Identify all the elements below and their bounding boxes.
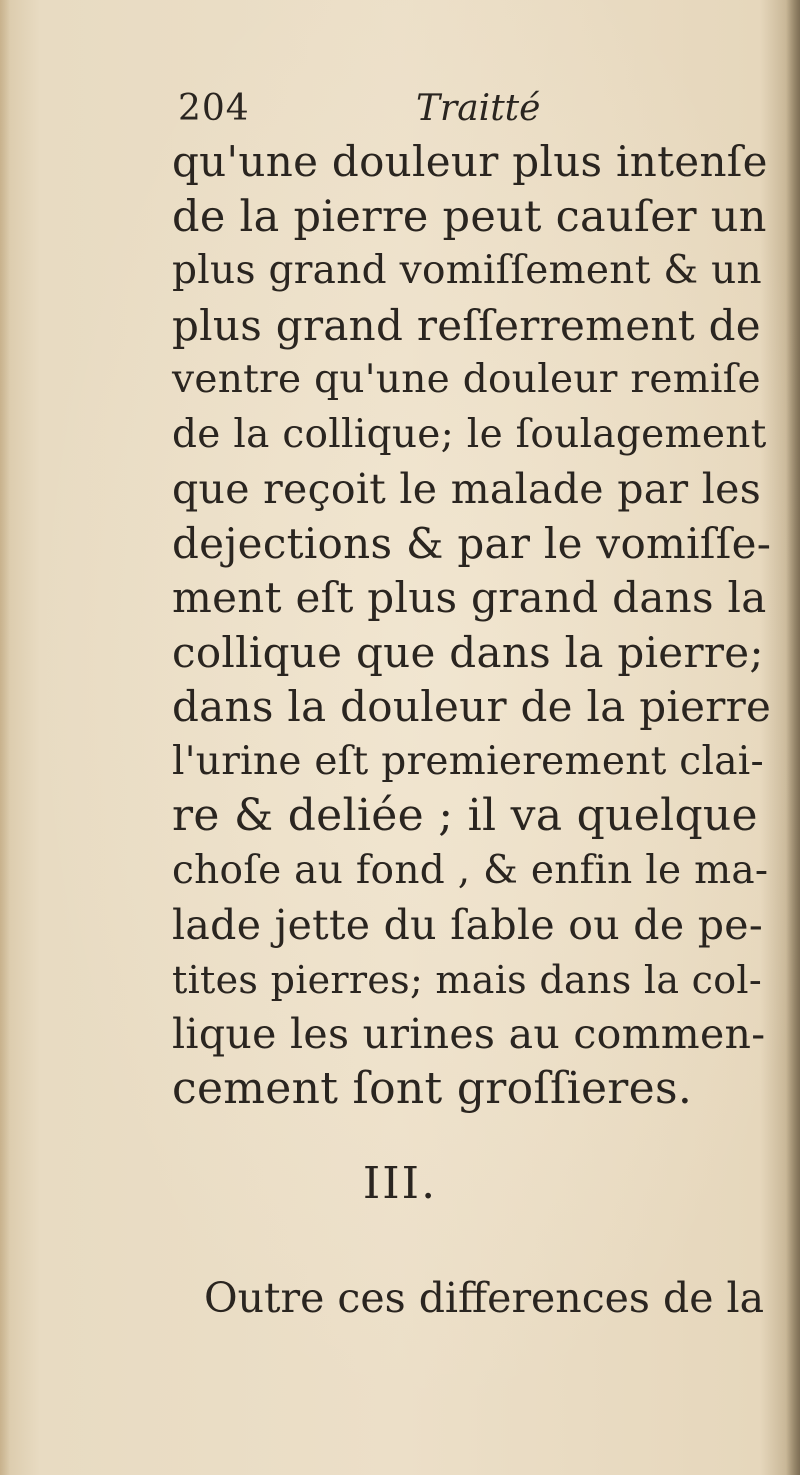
section-numeral: III. [362, 1158, 438, 1209]
text-line: que reçoit le malade par les [172, 465, 762, 513]
text-line: qu'une douleur plus intenſe [172, 137, 768, 186]
text-line: re & deliée ; il va quelque [172, 790, 758, 841]
text-line: lique les urines au commen- [172, 1010, 766, 1058]
text-line: dans la douleur de la pierre [172, 682, 772, 731]
page-number: 204 [178, 88, 250, 129]
running-head: Traitté [416, 88, 541, 129]
page-edge-right [786, 0, 800, 1475]
body-text [172, 135, 772, 1116]
section-first-line: Outre ces differences de la [204, 1274, 765, 1322]
text-line: choſe au fond , & enfin le ma- [172, 847, 769, 893]
text-line: lade jette du ſable ou de pe- [172, 901, 764, 949]
text-line: dejections & par le vomiſſe- [172, 518, 772, 568]
text-line: tites pierres; mais dans la col- [172, 957, 763, 1002]
text-line: cement ſont groſſieres. [172, 1062, 693, 1114]
page-header [178, 88, 758, 138]
text-line: ment eſt plus grand dans la [172, 573, 767, 622]
text-line: plus grand reſſerrement de [172, 300, 761, 350]
text-line: de la collique; le ſoulagement [172, 411, 767, 457]
page-edge-left [0, 0, 10, 1475]
text-line: de la pierre peut cauſer un [172, 191, 767, 242]
text-line: collique que dans la pierre; [172, 627, 764, 677]
text-line: plus grand vomiſſement & un [172, 248, 762, 293]
text-line: l'urine eſt premierement clai- [172, 738, 765, 784]
text-line: ventre qu'une douleur remiſe [172, 357, 761, 402]
